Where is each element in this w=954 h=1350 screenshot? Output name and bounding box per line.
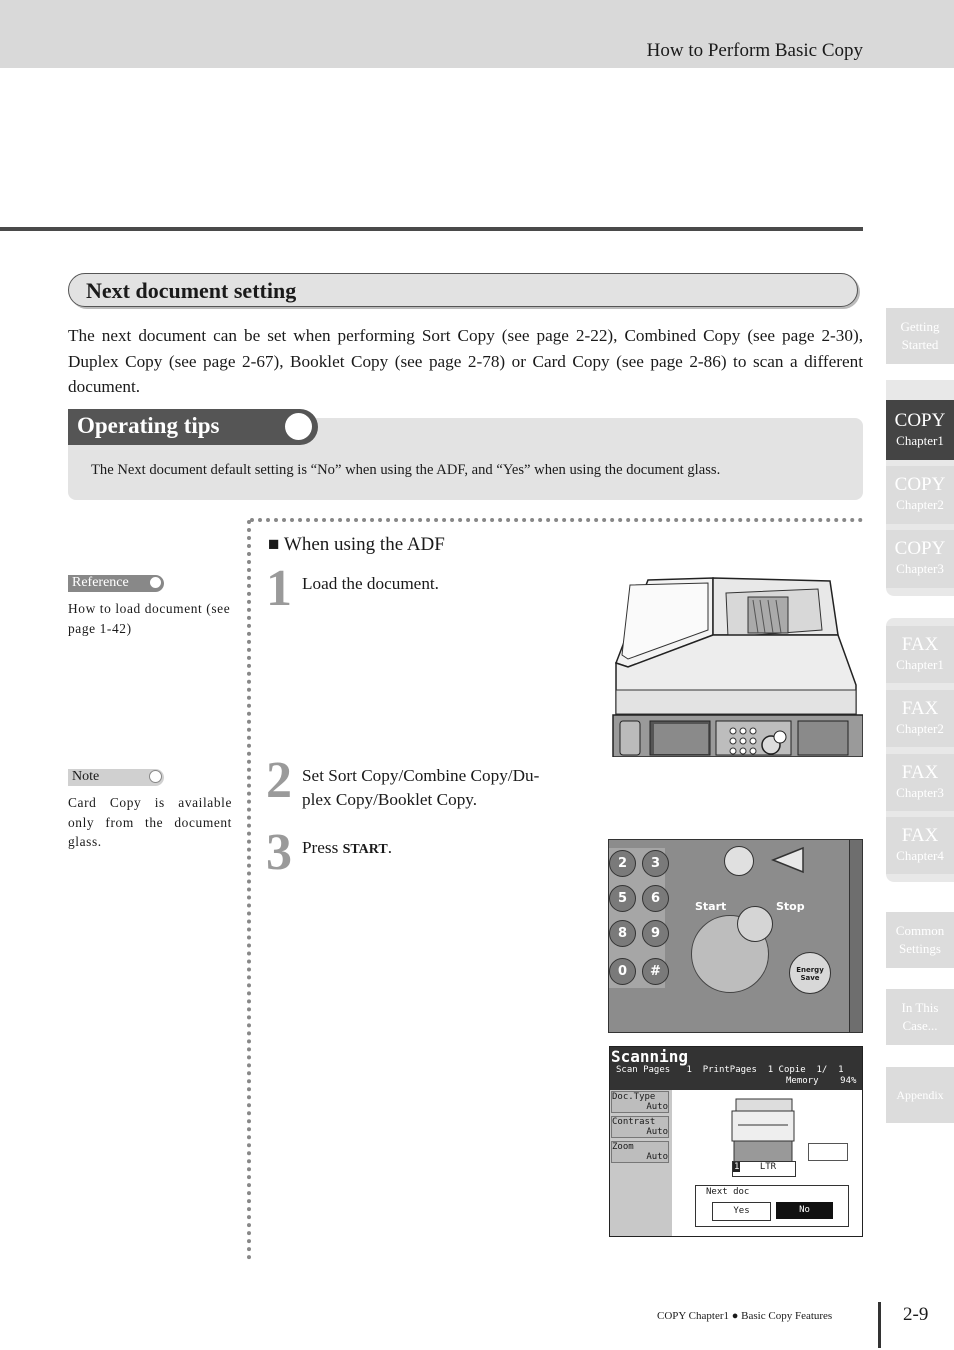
step-2-line-2: plex Copy/Booklet Copy. xyxy=(302,790,478,809)
doc-type-button[interactable] xyxy=(611,1091,669,1113)
lcd-screen xyxy=(609,1046,863,1237)
footer-chapter: COPY Chapter1 xyxy=(657,1310,730,1322)
footer-divider xyxy=(878,1302,881,1348)
doc-type-value: Auto xyxy=(646,1102,668,1112)
zoom-value: Auto xyxy=(646,1152,668,1162)
tab-getting-started-line2: Started xyxy=(901,337,939,352)
lcd-memory-line: Memory 94% xyxy=(786,1076,857,1086)
stop-label: Stop xyxy=(776,900,805,913)
copier-illustration xyxy=(608,575,863,757)
note-label: Note xyxy=(72,769,100,784)
start-label: Start xyxy=(695,900,727,913)
lcd-status-line: Scan Pages 1 PrintPages 1 Copie 1/ 1 xyxy=(616,1065,844,1075)
round-button-icon[interactable] xyxy=(724,846,754,876)
adf-subheading: ■ When using the ADF xyxy=(268,534,445,555)
tab-copy-chapter3[interactable] xyxy=(886,530,954,588)
zoom-button[interactable] xyxy=(611,1141,669,1163)
dotted-divider-horizontal xyxy=(250,518,863,522)
tab-fax-chapter4-title: FAX xyxy=(901,825,939,846)
tab-copy-chapter2-sub: Chapter2 xyxy=(896,497,944,512)
operating-tips-tab xyxy=(68,409,318,445)
tab-copy-chapter2[interactable] xyxy=(886,466,954,524)
copier-drawing-icon xyxy=(608,575,863,757)
tab-in-this-case-line1: In This xyxy=(901,1000,939,1015)
tab-copy-chapter1-title: COPY xyxy=(894,410,946,431)
contrast-label: Contrast xyxy=(612,1117,656,1127)
operating-tips-title: Operating tips xyxy=(77,413,220,438)
tray-label: LTR xyxy=(759,1162,777,1172)
footer-text xyxy=(657,1310,832,1322)
contrast-value: Auto xyxy=(646,1127,668,1137)
panel-edge xyxy=(849,840,863,1033)
tab-fax-chapter1-sub: Chapter1 xyxy=(896,657,944,672)
reference-circle-icon xyxy=(149,576,162,589)
copier-thumbnail-icon xyxy=(728,1095,808,1165)
start-key-label: START xyxy=(342,842,388,857)
tab-fax-chapter3-title: FAX xyxy=(901,762,939,783)
tips-dot-icon xyxy=(285,413,312,440)
step-2-line-1: Set Sort Copy/Combine Copy/Du- xyxy=(302,766,540,785)
tab-fax-chapter3-sub: Chapter3 xyxy=(896,785,944,800)
tab-fax-chapter4-sub: Chapter4 xyxy=(896,848,944,863)
tab-appendix[interactable] xyxy=(886,1067,954,1123)
yes-button[interactable]: Yes xyxy=(712,1202,771,1221)
tab-copy-chapter3-title: COPY xyxy=(894,538,946,559)
step-3-number: 3 xyxy=(266,824,292,881)
tab-fax-chapter4[interactable] xyxy=(886,817,954,874)
no-button[interactable]: No xyxy=(776,1202,833,1219)
doc-type-label: Doc.Type xyxy=(612,1092,656,1102)
keypad-key-0[interactable]: 0 xyxy=(609,958,636,985)
note-circle-icon xyxy=(149,770,162,783)
next-doc-title: Next doc xyxy=(706,1187,750,1197)
tab-fax-chapter2[interactable] xyxy=(886,690,954,747)
keypad-key-3[interactable]: 3 xyxy=(642,850,669,877)
dotted-divider-vertical xyxy=(247,520,251,1260)
keypad-key-6[interactable]: 6 xyxy=(642,885,669,912)
tab-getting-started[interactable] xyxy=(886,308,954,364)
section-heading-text: Next document setting xyxy=(86,278,297,303)
keypad-key-9[interactable]: 9 xyxy=(642,920,669,947)
tab-fax-chapter1-title: FAX xyxy=(901,634,939,655)
step-3-text xyxy=(302,836,392,862)
note-tag xyxy=(68,769,164,786)
reference-tag xyxy=(68,575,164,592)
tab-fax-chapter2-title: FAX xyxy=(901,698,939,719)
tray-number: 1 xyxy=(734,1162,740,1172)
tab-copy-chapter2-title: COPY xyxy=(894,474,946,495)
note-text: Card Copy is available only from the document glass. xyxy=(68,795,232,849)
keypad-key-5[interactable]: 5 xyxy=(609,885,636,912)
tray-1[interactable] xyxy=(732,1161,796,1177)
keypad-key-hash[interactable]: # xyxy=(642,958,669,985)
left-arrow-button-icon[interactable] xyxy=(769,846,809,874)
lcd-side-button[interactable] xyxy=(808,1143,848,1161)
footer-section: Basic Copy Features xyxy=(741,1310,833,1322)
tab-fax-chapter3[interactable] xyxy=(886,754,954,811)
reference-label: Reference xyxy=(72,575,129,590)
step-3-suffix: . xyxy=(387,838,393,857)
step-3-prefix: Press xyxy=(302,838,343,857)
keypad-key-8[interactable]: 8 xyxy=(609,920,636,947)
energy-save-button[interactable]: Energy Save xyxy=(789,952,831,994)
tab-fax-chapter1[interactable] xyxy=(886,626,954,683)
step-1-text: Load the document. xyxy=(302,574,439,593)
tab-in-this-case-line2: Case... xyxy=(902,1018,938,1033)
tab-getting-started-line1: Getting xyxy=(900,319,940,334)
step-2-text xyxy=(302,764,592,812)
tab-copy-chapter1[interactable] xyxy=(886,400,954,460)
zoom-label: Zoom xyxy=(612,1142,634,1152)
lcd-title: Scanning xyxy=(611,1047,689,1066)
reference-text: How to load document (see page 1-42) xyxy=(68,601,231,636)
operating-tips-text: The Next document default setting is “No” when using the ADF, and “Yes” when using the document glass. xyxy=(91,462,721,478)
page-number: 2-9 xyxy=(903,1304,929,1325)
footer-bullet-icon: ● xyxy=(731,1310,739,1322)
step-2-number: 2 xyxy=(266,752,292,809)
section-heading xyxy=(68,273,858,307)
tab-common-settings[interactable] xyxy=(886,912,954,968)
section-rule xyxy=(0,227,863,231)
step-1-number: 1 xyxy=(266,560,292,617)
keypad-illustration xyxy=(608,839,863,1033)
intro-paragraph: The next document can be set when performing Sort Copy (see page 2-22), Combined Copy (see page 2-30), Duplex Copy (see page 2-67), Booklet Copy (see page 2-78) or Card Copy (see page 2-86) to scan a different document. xyxy=(68,326,863,396)
tab-common-settings-line2: Settings xyxy=(899,941,941,956)
next-doc-dialog xyxy=(695,1185,849,1227)
stop-button[interactable] xyxy=(737,906,773,942)
tab-copy-chapter1-sub: Chapter1 xyxy=(896,433,944,448)
page-header-title: How to Perform Basic Copy xyxy=(646,40,863,61)
tab-copy-chapter3-sub: Chapter3 xyxy=(896,561,944,576)
tab-in-this-case[interactable] xyxy=(886,989,954,1045)
tab-appendix-label: Appendix xyxy=(896,1088,944,1102)
contrast-button[interactable] xyxy=(611,1116,669,1138)
tab-common-settings-line1: Common xyxy=(895,923,945,938)
keypad-key-2[interactable]: 2 xyxy=(609,850,636,877)
tab-fax-chapter2-sub: Chapter2 xyxy=(896,721,944,736)
